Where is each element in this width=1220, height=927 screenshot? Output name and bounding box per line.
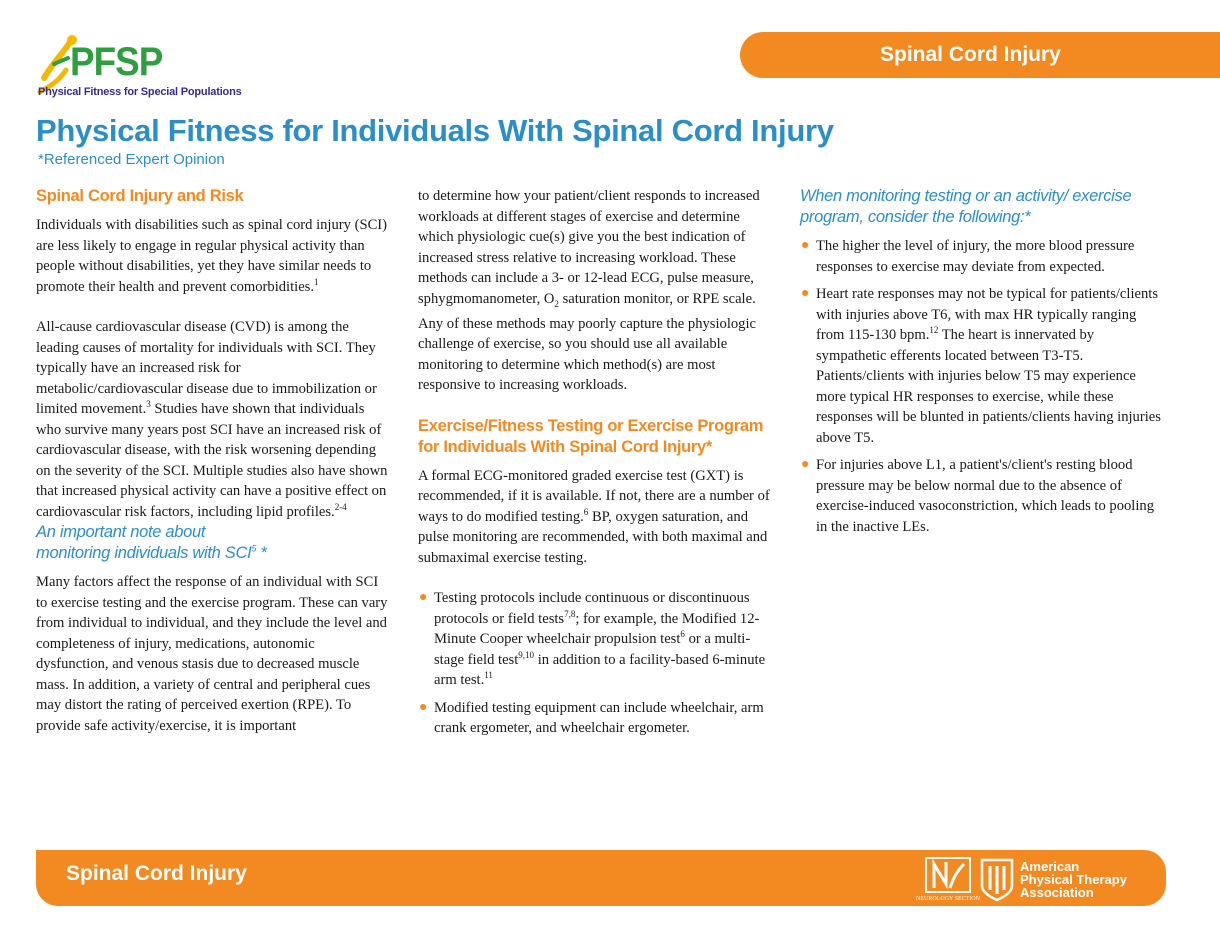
bullet-dot-icon: ● xyxy=(801,238,810,253)
list-item: ● For injuries above L1, a patient's/client's resting blood pressure may be below normal due to the absence of exercise-induced vasoconstriction, which leads to pooling in the inactive LEs. xyxy=(801,457,1154,535)
paragraph: A formal ECG-monitored graded exercise test (GXT) is recommended, if it is available. If not, there are a number of ways to do modified testing.$^6$ BP, oxygen saturation, and pulse monitoring are recommended, with both maximal and submaximal exercise testing. xyxy=(418,467,770,566)
bullet-list xyxy=(418,588,770,739)
list-item: ● Testing protocols include continuous or discontinuous protocols or field tests$^{7,8}$; for example, the Modified 12-Minute Cooper wheelchair propulsion test$^6$ or a multi-stage field test$^{9,10}$ in addition to a facility-based 6-minute arm test.$^{11}$ xyxy=(419,590,766,689)
logo-tagline: Physical Fitness for Special Populations xyxy=(38,86,242,98)
bullet-dot-icon: ● xyxy=(801,286,810,301)
section-heading-considerations: When monitoring testing or an activity/ exercise program, consider the following:* xyxy=(800,187,1132,226)
bottom-banner-label: Spinal Cord Injury xyxy=(66,862,247,885)
bullet-dot-icon: ● xyxy=(419,590,428,606)
paragraph: to determine how your patient/client responds to increased workloads at different stages of exercise and determine which physiologic cue(s) give you the best indication of increased stress relative to increasing workload. These methods can include a 3- or 12-lead ECG, pulse measure, sphygmomanometer, $O_2$ saturation monitor, or RPE scale. Any of these methods may poorly capture the physiologic challenge of exercise, so you should use all available monitoring to determine which method(s) are most responsive to increasing workloads. xyxy=(418,188,760,394)
list-item: ● The higher the level of injury, the more blood pressure responses to exercise may deviate from expected. xyxy=(801,238,1135,275)
paragraph: Many factors affect the response of an individual with SCI to exercise testing and the exercise program. These can vary from individual to individual, and they include the level and completeness of injury, medications, autonomic dysfunction, and venous stasis due to decreased muscle mass. In addition, a variety of central and peripheral cues may distort the rating of perceived exertion (RPE). To provide safe activity/exercise, it is important xyxy=(36,574,388,734)
apta-logo-icon xyxy=(978,856,1016,902)
bullet-dot-icon: ● xyxy=(419,699,428,715)
list-item: ● Modified testing equipment can include wheelchair, arm crank ergometer, and wheelchair ergometer. xyxy=(419,699,764,737)
logo-wordmark: PFSP xyxy=(70,40,163,84)
paragraph: Individuals with disabilities such as spinal cord injury (SCI) are less likely to engage in regular physical activity than people without disabilities, yet they have similar needs to promote their health and prevent comorbidities.$^1$ xyxy=(36,217,388,295)
column-3 xyxy=(800,186,1164,544)
paragraph: All-cause cardiovascular disease (CVD) is among the leading causes of mortality for individuals with SCI. They typically have an increased risk for metabolic/cardiovascular disease due to immobilization or limited movement.$^3$ Studies have shown that individuals who survive many years post SCI have an increased risk of cardiovascular disease, with the risk worsening depending on the severity of the SCI. Multiple studies also have shown that increased physical activity can have a positive effect on cardiovascular risk factors, including lipid profiles.$^{2-4}$ xyxy=(36,319,388,520)
bullet-list xyxy=(800,236,1164,537)
column-2 xyxy=(418,186,770,746)
page-title: Physical Fitness for Individuals With Spinal Cord Injury xyxy=(36,113,834,148)
page-subtitle: *Referenced Expert Opinion xyxy=(38,151,225,168)
section-heading-risk: Spinal Cord Injury and Risk xyxy=(36,187,244,205)
section-heading-exercise-testing: Exercise/Fitness Testing or Exercise Program for Individuals With Spinal Cord Injury* xyxy=(418,416,764,456)
apta-wordmark: American Physical Therapy Association xyxy=(1020,859,1127,900)
neurology-section-logo-icon xyxy=(916,856,980,902)
section-heading-monitoring-note: An important note about monitoring individuals with SCI$^5$ * xyxy=(36,523,267,562)
top-banner-label: Spinal Cord Injury xyxy=(880,43,1061,66)
bullet-dot-icon: ● xyxy=(801,457,810,472)
neurology-section-label: NEUROLOGY SECTION xyxy=(916,896,980,902)
list-item: ● Heart rate responses may not be typical for patients/clients with injuries above T6, with max HR typically ranging from 115-130 bpm.$^{12}$ The heart is innervated by sympathetic efferents located between T3-T5. Patients/clients with injuries below T5 may experience more typical HR responses to exercise, while these responses will be blunted in patients/clients having injuries above T5. xyxy=(801,286,1161,446)
column-1 xyxy=(36,186,388,736)
